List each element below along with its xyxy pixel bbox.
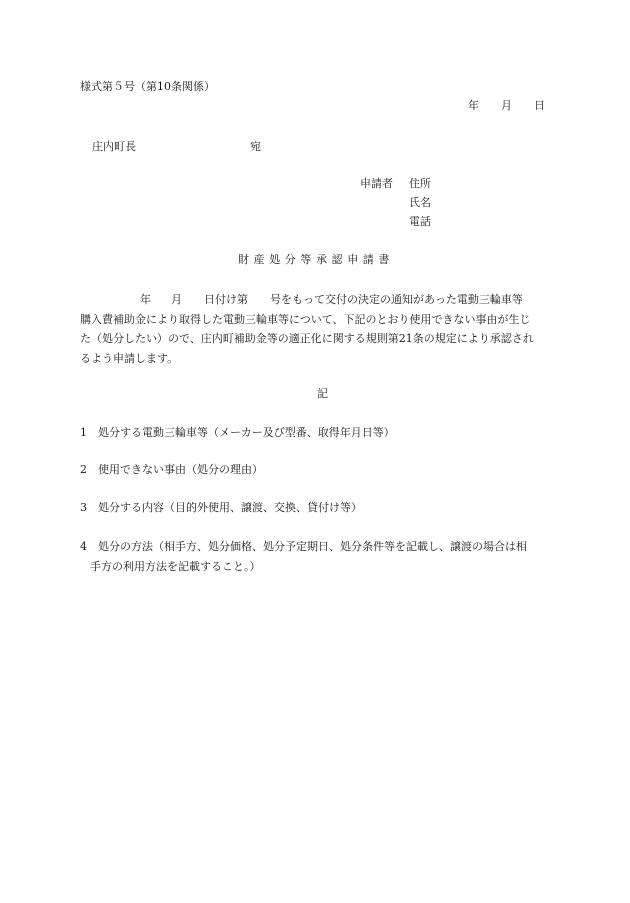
item-text: 使用できない事由（処分の理由） xyxy=(98,463,263,476)
ki-heading: 記 xyxy=(317,387,328,400)
list-item xyxy=(80,423,580,443)
body-year: 年 xyxy=(140,293,151,306)
form-number: 様式第５号（第10条関係） xyxy=(80,80,215,93)
date-day-label: 日 xyxy=(534,99,545,112)
date-year-label: 年 xyxy=(468,99,479,112)
item-text: 処分する電動三輪車等（メーカー及び型番、取得年月日等） xyxy=(98,426,395,439)
body-day-no: 日付け第 xyxy=(204,293,248,306)
item-text: 処分する内容（目的外使用、譲渡、交換、貸付け等） xyxy=(98,501,362,514)
addressee-suffix: 宛 xyxy=(250,140,261,153)
phone-label: 電話 xyxy=(409,215,431,228)
address-label: 住所 xyxy=(409,177,431,190)
item-text: 処分の方法（相手方、処分価格、処分予定期日、処分条件等を記載し、譲渡の場合は相 xyxy=(98,540,527,553)
body-line-2: 購入費補助金により取得した電動三輪車等について、下記のとおり使用できない事由が生じ xyxy=(80,312,531,326)
item-number: 4 xyxy=(80,540,87,553)
item-text-continued: 手方の利用方法を記載すること。） xyxy=(90,559,261,573)
body-month: 月 xyxy=(171,293,182,306)
list-item xyxy=(80,498,580,518)
name-label: 氏名 xyxy=(409,196,431,209)
document-title: 財産処分等承認申請書 xyxy=(238,253,394,266)
body-line-1-rest: 号をもって交付の決定の通知があった電動三輪車等 xyxy=(270,293,523,306)
date-month-label: 月 xyxy=(501,99,512,112)
body-paragraph xyxy=(80,290,580,368)
item-number: 2 xyxy=(80,463,87,476)
body-line-3: た（処分したい）ので、庄内町補助金等の適正化に関する規則第21条の規定により承認され xyxy=(80,332,534,345)
addressee-name: 庄内町長 xyxy=(92,140,136,153)
list-item xyxy=(80,460,580,480)
item-number: 3 xyxy=(80,501,87,514)
addressee xyxy=(92,140,261,154)
list-item xyxy=(80,537,580,576)
body-line-1 xyxy=(80,290,580,310)
applicant-label: 申請者 xyxy=(360,177,393,190)
item-number: 1 xyxy=(80,426,87,439)
body-line-4: るよう申請します。 xyxy=(80,351,179,365)
date-line xyxy=(468,99,545,113)
